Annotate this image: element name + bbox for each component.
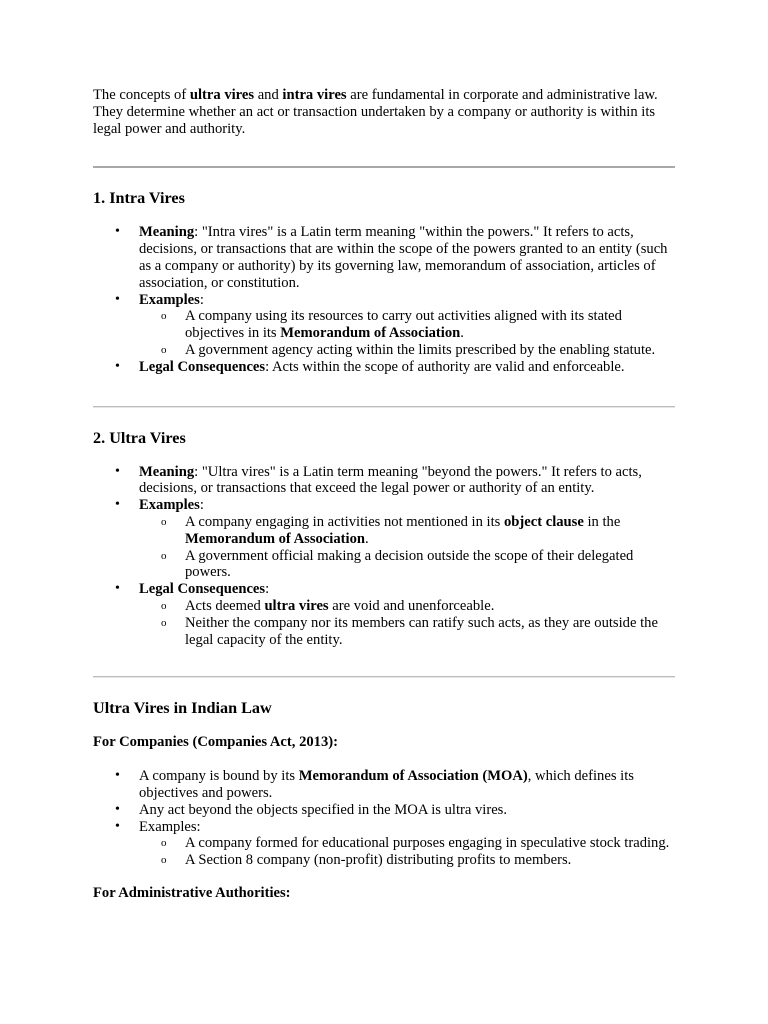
list-item (93, 819, 675, 869)
sub-list-item (139, 548, 675, 582)
item-text: A Section 8 company (non-profit) distributing profits to members. (185, 852, 572, 869)
item-text: are void and unenforceable. (328, 597, 495, 614)
list-item (93, 359, 675, 376)
intro-text: are fundamental in corporate and administrative law. They determine whether an act or transaction undertaken by a company or authority is within its legal power and authority. (93, 87, 658, 137)
sub-list (139, 598, 675, 648)
item-text: A company is bound by its (139, 768, 299, 785)
item-text: Neither the company nor its members can ratify such acts, as they are outside the legal capacity of the entity. (185, 614, 658, 648)
sub-list-item (139, 852, 675, 869)
item-label: Meaning (139, 224, 195, 241)
item-label: Examples (139, 497, 200, 514)
bullet-list (93, 768, 675, 869)
section-indian-law (93, 698, 675, 901)
item-text: in the (583, 513, 621, 530)
list-item (93, 224, 675, 291)
list-item (93, 581, 675, 648)
item-bold: Memorandum of Association (MOA) (298, 768, 528, 785)
item-text: A company using its resources to carry out activities aligned with its stated objectives in its (185, 308, 622, 342)
list-item (93, 497, 675, 581)
item-text: Acts deemed (185, 597, 265, 614)
item-text: Any act beyond the objects specified in the MOA is ultra vires. (139, 801, 508, 818)
item-label: Examples (139, 291, 200, 308)
intro-bold-intra-vires: intra vires (282, 87, 347, 103)
section-heading: Ultra Vires in Indian Law (93, 699, 272, 718)
intro-paragraph (93, 87, 675, 137)
item-bold: object clause (503, 513, 584, 530)
bullet-list (93, 464, 675, 649)
item-bold: Memorandum of Association (280, 325, 461, 342)
sub-list-item (139, 514, 675, 548)
list-item (93, 802, 675, 819)
list-item (93, 292, 675, 359)
item-text: Examples: (139, 818, 201, 835)
section-heading: 2. Ultra Vires (93, 428, 186, 447)
item-text: : "Ultra vires" is a Latin term meaning "beyond the powers." It refers to acts, decisions, or transactions that exceed the legal power or authority of an entity. (139, 463, 642, 497)
item-text: : Acts within the scope of authority are valid and enforceable. (265, 358, 625, 375)
sub-list-item (139, 835, 675, 852)
item-text: A company engaging in activities not mentioned in its (185, 513, 504, 530)
sub-list-item (139, 598, 675, 615)
item-label: Meaning (139, 463, 195, 480)
item-text: A company formed for educational purposes engaging in speculative stock trading. (185, 835, 670, 852)
item-text: : "Intra vires" is a Latin term meaning "within the powers." It refers to acts, decisions, or transactions that are within the scope of the powers granted to an entity (such as a company or authority) by its governing law, memorandum of association, articles of association, or constitution. (139, 224, 668, 291)
subsection-heading-companies: For Companies (Companies Act, 2013): (93, 734, 338, 751)
divider (93, 166, 675, 168)
section-heading: 1. Intra Vires (93, 189, 185, 208)
list-item (93, 464, 675, 498)
sub-list (139, 835, 675, 869)
subsection-heading-admin: For Administrative Authorities: (93, 884, 291, 901)
intro-text: and (254, 87, 283, 103)
item-text: , which defines its objectives and powers. (139, 768, 634, 801)
intro-text: The concepts of (93, 87, 190, 103)
item-text: : (199, 497, 204, 514)
document-content (93, 87, 675, 902)
item-label: Legal Consequences (139, 358, 266, 375)
sub-list (139, 514, 675, 581)
bullet-list (93, 224, 675, 375)
section-intra-vires (93, 188, 675, 375)
item-text: A government agency acting within the limits prescribed by the enabling statute. (185, 341, 656, 358)
item-text: : (199, 291, 204, 308)
divider (93, 676, 675, 678)
item-text: : (265, 581, 270, 598)
item-label: Legal Consequences (139, 581, 266, 598)
sub-list (139, 308, 675, 358)
sub-list-item (139, 342, 675, 359)
item-text: . (460, 325, 464, 342)
item-text: A government official making a decision outside the scope of their delegated powers. (185, 547, 634, 581)
sub-list-item (139, 615, 675, 649)
section-ultra-vires (93, 428, 675, 649)
item-bold: Memorandum of Association (185, 530, 365, 547)
item-text: . (365, 530, 369, 547)
intro-bold-ultra-vires: ultra vires (189, 87, 255, 103)
item-bold: ultra vires (264, 597, 329, 614)
sub-list-item (139, 308, 675, 342)
list-item (93, 768, 675, 802)
divider (93, 406, 675, 408)
